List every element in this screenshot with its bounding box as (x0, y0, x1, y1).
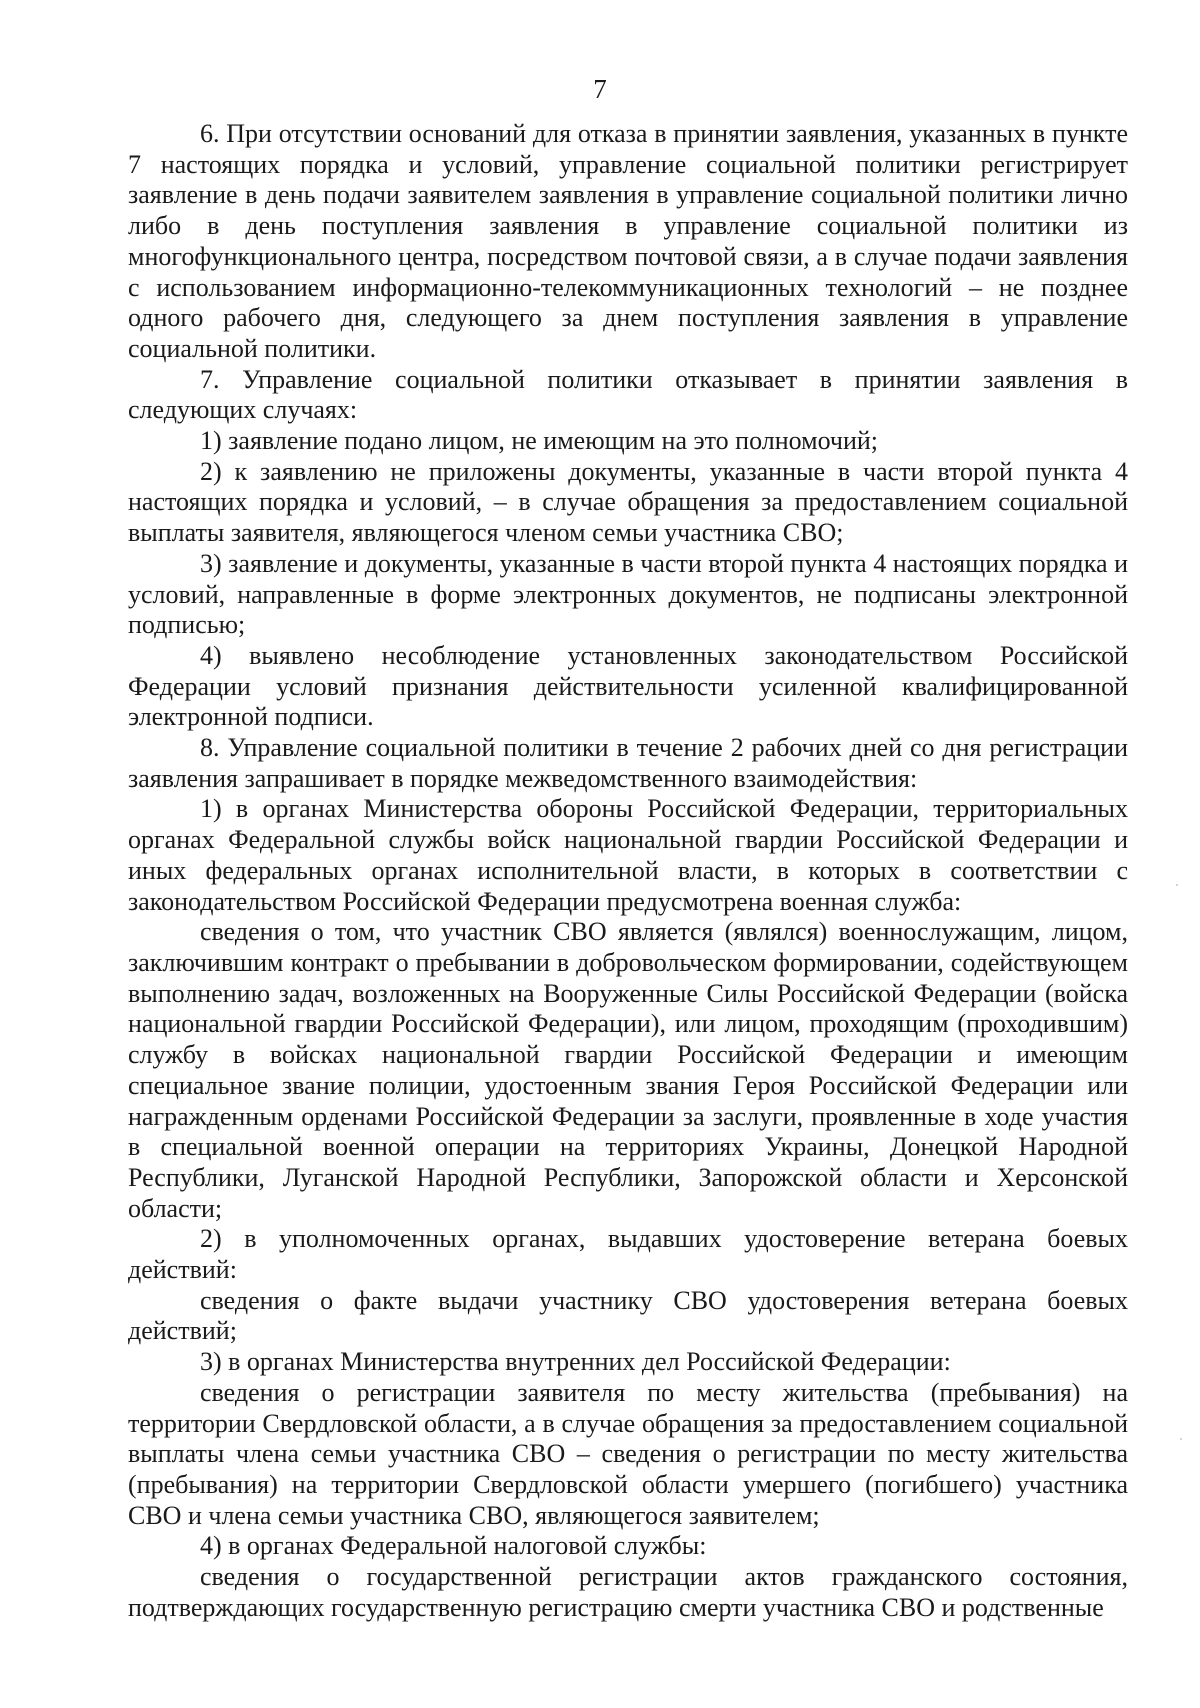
body-text (128, 119, 1128, 1623)
list-item-7-2: 2) к заявлению не приложены документы, указанные в части второй пункта 4 настоящих порядка и условий, – в случае обращения за предоставлением социальной выплаты заявителя, являющегося членом семьи участника СВО; (128, 456, 1128, 548)
list-item-8-4-details: сведения о государственной регистрации актов гражданского состояния, подтверждающих государственную регистрацию смерти участника СВО и родственные (128, 1562, 1128, 1622)
list-item-7-3: 3) заявление и документы, указанные в части второй пункта 4 настоящих порядка и условий, направленные в форме электронных документов, не подписаны электронной подписью; (128, 548, 1128, 640)
list-item-8-3: 3) в органах Министерства внутренних дел Российской Федерации: (200, 1347, 951, 1377)
list-item-8-2-details: сведения о факте выдачи участнику СВО удостоверения ветерана боевых действий; (128, 1285, 1128, 1346)
paragraph-6-registration: 6. При отсутствии оснований для отказа в принятии заявления, указанных в пункте 7 настоящих порядка и условий, управление социальной политики регистрирует заявление в день подачи заявителем заявления в управление социальной политики лично либо в день поступления заявления в управление социальной политики из многофункционального центра, посредством почтовой связи, а в случае подачи заявления с использованием информационно-телекоммуникационных технологий – не позднее одного рабочего дня, следующего за днем поступления заявления в управление социальной политики. (128, 119, 1128, 363)
paragraph-8-requests: 8. Управление социальной политики в течение 2 рабочих дней со дня регистрации заявления запрашивает в порядке межведомственного взаимодействия: (128, 733, 1128, 793)
list-item-8-3-details: сведения о регистрации заявителя по месту жительства (пребывания) на территории Свердловской области, а в случае обращения за предоставлением социальной выплаты члена семьи участника СВО – сведения о регистрации по месту жительства (пребывания) на территории Свердловской области умершего (погибшего) участника СВО и члена семьи участника СВО, являющегося заявителем; (128, 1377, 1128, 1530)
scan-speck (1180, 1438, 1182, 1440)
list-item-8-4: 4) в органах Федеральной налоговой службы: (200, 1531, 707, 1561)
list-item-7-1: 1) заявление подано лицом, не имеющим на это полномочий; (200, 426, 879, 456)
list-item-8-1: 1) в органах Министерства обороны Российской Федерации, территориальных органах Федеральной службы войск национальной гвардии Российской Федерации и иных федеральных органах исполнительной власти, в которых в соответствии с законодательством Российской Федерации предусмотрена военная служба: (128, 794, 1128, 916)
list-item-8-2: 2) в уполномоченных органах, выдавших удостоверение ветерана боевых действий: (128, 1224, 1128, 1285)
paragraph-7-refusal: 7. Управление социальной политики отказывает в принятии заявления в следующих случаях: (128, 364, 1128, 425)
list-item-8-1-details: сведения о том, что участник СВО является (являлся) военнослужащим, лицом, заключившим контракт о пребывании в добровольческом формировании, содействующем выполнению задач, возложенных на Вооруженные Силы Российской Федерации (войска национальной гвардии Российской Федерации), или лицом, проходящим (проходившим) службу в войсках национальной гвардии Российской Федерации и имеющим специальное звание полиции, удостоенным звания Героя Российской Федерации или награжденным орденами Российской Федерации за заслуги, проявленные в ходе участия в специальной военной операции на территориях Украины, Донецкой Народной Республики, Луганской Народной Республики, Запорожской области и Херсонской области; (128, 917, 1128, 1223)
page-number: 7 (593, 74, 607, 104)
scan-speck (1176, 884, 1178, 886)
list-item-7-4: 4) выявлено несоблюдение установленных законодательством Российской Федерации условий признания действительности усиленной квалифицированной электронной подписи. (128, 640, 1128, 732)
